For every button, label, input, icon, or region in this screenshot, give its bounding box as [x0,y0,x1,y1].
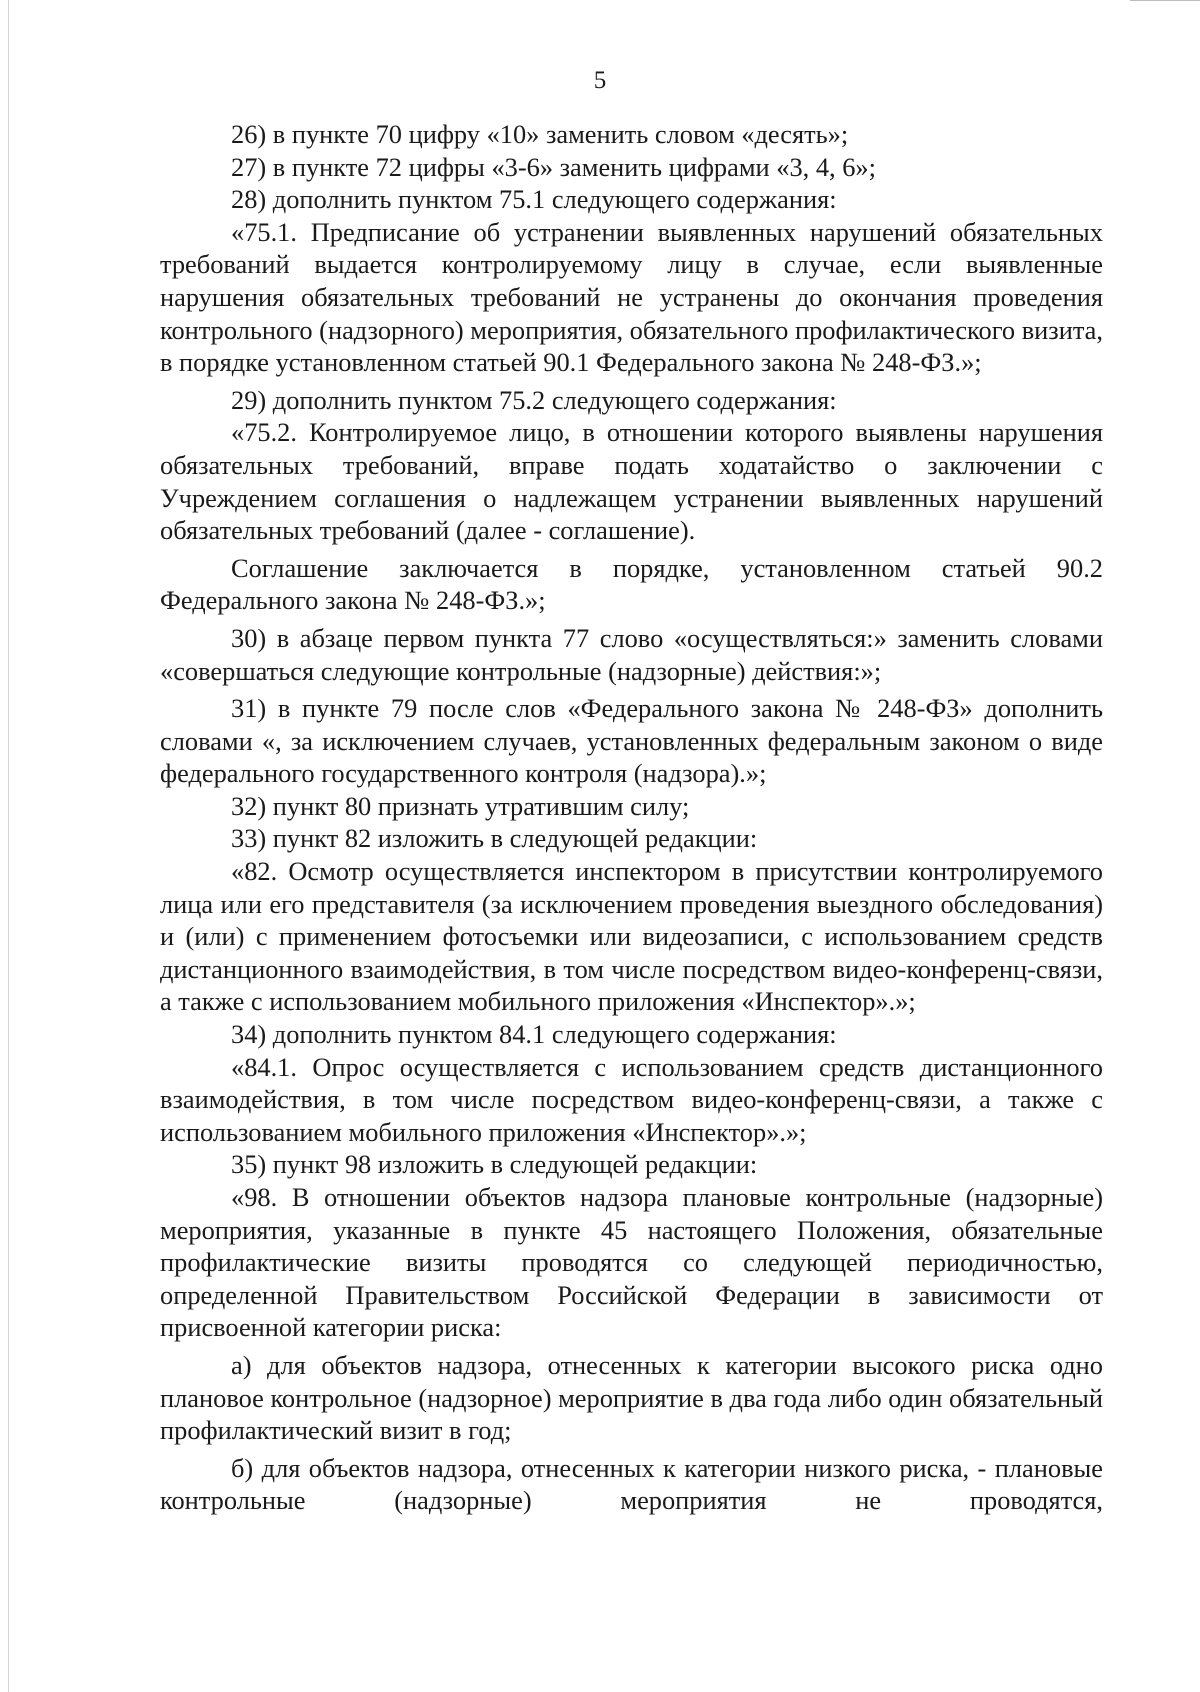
paragraph-clause-82: «82. Осмотр осуществляется инспектором в присутствии контролируемого лица или его представителя (за исключением проведения выездного обследования) и (или) с применением фотосъемки или видеозаписи, с использованием средств дистанционного взаимодействия, в том числе посредством видео-конференц-связи, а также с использованием мобильного приложения «Инспектор».»; [160,856,1103,1017]
scan-edge-top [1130,0,1200,1]
paragraph-item-35: 35) пункт 98 изложить в следующей редакции: [231,1149,758,1180]
paragraph-item-33: 33) пункт 82 изложить в следующей редакции: [231,823,758,854]
page-number: 5 [593,67,607,94]
paragraph-item-32: 32) пункт 80 признать утратившим силу; [231,790,690,821]
paragraph-clause-75-1: «75.1. Предписание об устранении выявленных нарушений обязательных требований выдается контролируемому лицу в случае, если выявленные нарушения обязательных требований не устранены до окончания проведения контрольного (надзорного) мероприятия, обязательного профилактического визита, в порядке установленном статьей 90.1 Федерального закона № 248-ФЗ.»; [160,216,1103,378]
paragraph-clause-84-1: «84.1. Опрос осуществляется с использованием средств дистанционного взаимодействия, в том числе посредством видео-конференц-связи, а также с использованием мобильного приложения «Инспектор».»; [160,1051,1103,1147]
paragraph-item-31: 31) в пункте 79 после слов «Федерального закона № 248-ФЗ» дополнить словами «, за исключением случаев, установленных федеральным законом о виде федерального государственного контроля (надзора).»; [160,693,1103,789]
scan-edge-left [8,0,9,1692]
paragraph-item-26: 26) в пункте 70 цифру «10» заменить словом «десять»; [231,119,849,149]
paragraph-clause-98: «98. В отношении объектов надзора плановые контрольные (надзорные) мероприятия, указанные в пункте 45 настоящего Положения, обязательные профилактические визиты проводятся со следующей периодичностью, определенной Правительством Российской Федерации в зависимости от присвоенной категории риска: [160,1182,1103,1343]
paragraph-subitem-a: а) для объектов надзора, отнесенных к категории высокого риска одно плановое контрольное (надзорное) мероприятие в два года либо один обязательный профилактический визит в год; [160,1349,1103,1446]
paragraph-agreement: Соглашение заключается в порядке, установленном статьей 90.2 Федерального закона № 248-ФЗ.»; [160,552,1103,616]
paragraph-item-27: 27) в пункте 72 цифры «3-6» заменить цифрами «3, 4, 6»; [231,151,876,182]
paragraph-item-28: 28) дополнить пунктом 75.1 следующего содержания: [231,184,837,215]
paragraph-item-30: 30) в абзаце первом пункта 77 слово «осуществляться:» заменить словами «совершаться следующие контрольные (надзорные) действия:»; [160,622,1103,686]
paragraph-clause-75-2: «75.2. Контролируемое лицо, в отношении которого выявлены нарушения обязательных требований, вправе подать ходатайство о заключении с Учреждением соглашения о надлежащем устранении выявленных нарушений обязательных требований (далее - соглашение). [160,417,1103,546]
paragraph-item-34: 34) дополнить пунктом 84.1 следующего содержания: [231,1019,837,1050]
paragraph-subitem-b: б) для объектов надзора, отнесенных к категории низкого риска, - плановые контрольные (надзорные) мероприятия не проводятся, [160,1452,1103,1516]
document-body [160,118,1103,1517]
paragraph-item-29: 29) дополнить пунктом 75.2 следующего содержания: [231,384,837,415]
